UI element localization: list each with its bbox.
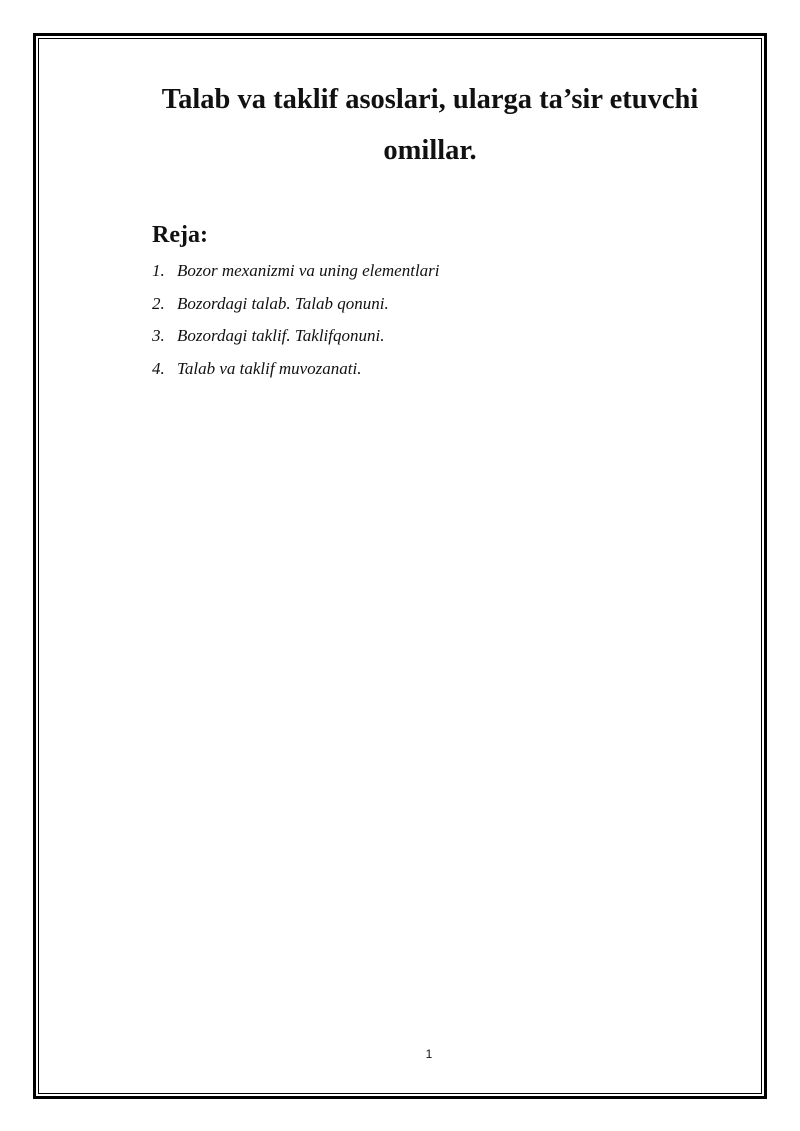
plan-list (152, 258, 440, 388)
page-number: 1 (425, 1047, 433, 1061)
plan-item-text: Bozordagi talab. Talab qonuni. (177, 293, 389, 313)
plan-item-text: Bozor mexanizmi va uning elementlari (177, 261, 440, 280)
plan-item (152, 291, 440, 324)
plan-item (152, 356, 440, 389)
document-title (120, 74, 740, 176)
plan-item (152, 258, 440, 291)
title-line-2: omillar. (383, 135, 477, 166)
plan-heading: Reja: (152, 222, 208, 248)
plan-item (152, 323, 440, 356)
title-line-1: Talab va taklif asoslari, ularga ta’sir etuvchi (161, 84, 699, 115)
plan-item-text: Talab va taklif muvozanati. (177, 358, 362, 378)
plan-item-number: 2. (152, 293, 165, 313)
plan-item-number: 3. (152, 326, 165, 346)
plan-item-number: 4. (152, 358, 165, 378)
plan-item-text: Bozordagi taklif. Taklifqonuni. (177, 326, 385, 346)
page-border (33, 33, 767, 1099)
plan-item-number: 1. (152, 261, 165, 280)
